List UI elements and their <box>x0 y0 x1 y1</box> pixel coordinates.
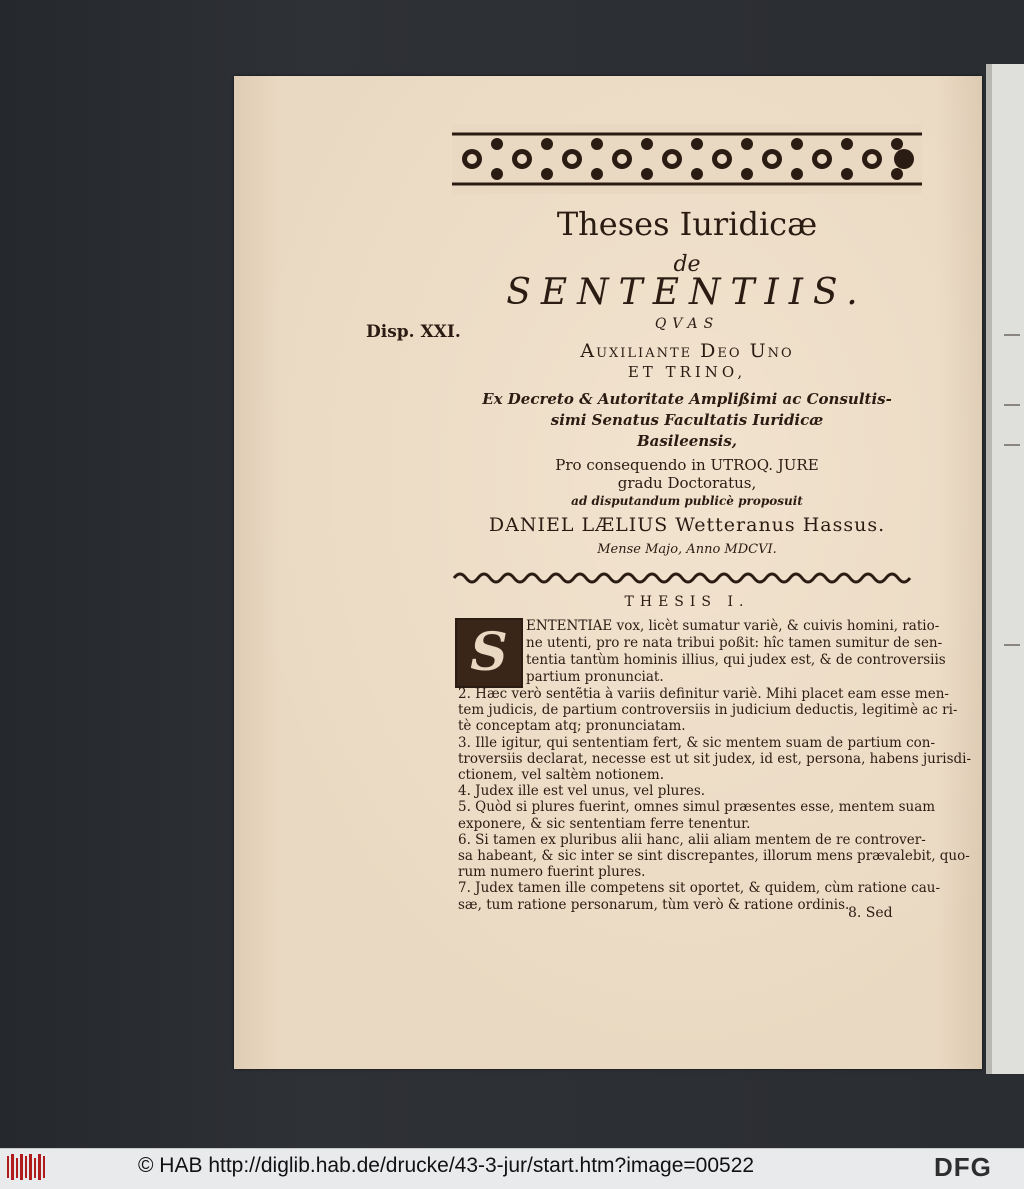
body-line: troversiis declarat, necesse est ut sit judex, id est, persona, habens jurisdi- <box>458 750 972 767</box>
catchword: 8. Sed <box>848 905 893 921</box>
body-line: tè conceptam atq; pronunciatam. <box>458 718 686 735</box>
printers-ornament-band <box>452 124 922 194</box>
marginal-note: Disp. XXI. <box>366 322 461 342</box>
paragraph-1-line: ENTENTIAE vox, licèt sumatur variè, & cuivis homini, ratio- <box>526 618 940 634</box>
body-line: 6. Si tamen ex pluribus alii hanc, alii aliam mentem de re controver- <box>458 831 926 848</box>
body-line: 2. Hæc verò sentẽtia à variis definitur variè. Mihi placet eam esse men- <box>458 686 949 702</box>
decreto-line-1: Ex Decreto & Autoritate Amplißimi ac Consultis- <box>482 390 892 408</box>
pro-line-1: Pro consequendo in UTROQ. JURE <box>555 456 819 474</box>
thesis-heading: THESIS I. <box>624 594 750 610</box>
title-line-2: de <box>673 252 701 277</box>
hab-logo-icon <box>6 1152 48 1182</box>
body-line: 5. Quòd si plures fuerint, omnes simul præsentes esse, mentem suam <box>458 799 936 816</box>
date-line: Mense Majo, Anno MDCVI. <box>597 542 777 557</box>
paragraph-1-line: ne utenti, pro re nata tribui poßit: hîc tamen sumitur de sen- <box>526 635 943 651</box>
decorated-initial <box>455 618 523 688</box>
body-line: exponere, & sic sententiam ferre tenentur. <box>458 815 751 832</box>
decreto-line-2: simi Senatus Facultatis Iuridicæ <box>550 411 824 429</box>
body-line: sæ, tum ratione personarum, tùm verò & ratione ordinis. <box>458 896 850 913</box>
author-line: DANIEL LÆLIUS Wetteranus Hassus. <box>488 514 886 536</box>
adjacent-page-mark <box>1004 444 1020 446</box>
ornamental-divider <box>452 570 922 586</box>
body-line: rum numero fuerint plures. <box>458 864 646 881</box>
body-line: 3. Ille igitur, qui sententiam fert, & sic mentem suam de partium con- <box>458 734 936 751</box>
pro-line-2: gradu Doctoratus, <box>617 474 757 492</box>
decreto-line-3: Basileensis, <box>636 432 738 450</box>
body-line: sa habeant, & sic inter se sint discrepantes, illorum mens prævalebit, quo- <box>458 848 970 864</box>
paragraph-1-line: tentia tantùm hominis illius, qui judex est, & de controversiis <box>526 652 946 668</box>
adjacent-page-mark <box>1004 334 1020 336</box>
title-line-1: Theses Iuridicæ <box>556 205 818 243</box>
paragraph-1-line: partium pronunciat. <box>526 669 664 685</box>
ad-disputandum-line: ad disputandum publicè proposuit <box>571 494 803 508</box>
initial-letter: S <box>470 622 508 683</box>
adjacent-page-mark <box>1004 404 1020 406</box>
body-line: ctionem, vel saltèm notionem. <box>458 767 664 783</box>
body-line: tem judicis, de partium controversiis in judicium deductis, legitimè ac ri- <box>458 702 958 719</box>
auxiliante-line-1: Auxiliante Deo Uno <box>580 340 794 362</box>
dfg-logo: DFG <box>934 1152 992 1182</box>
auxiliante-line-2: ET TRINO, <box>627 363 747 381</box>
title-line-3: SENTENTIIS. <box>506 272 868 313</box>
adjacent-page-shadow <box>986 64 992 1074</box>
quas-line: QVAS <box>654 316 720 332</box>
footer-copyright-url[interactable]: © HAB http://diglib.hab.de/drucke/43-3-jur/start.htm?image=00522 <box>138 1154 755 1177</box>
body-line: 7. Judex tamen ille competens sit oportet, & quidem, cùm ratione cau- <box>458 880 941 897</box>
adjacent-page-edge <box>986 64 1024 1074</box>
adjacent-page-mark <box>1004 644 1020 646</box>
body-line: 4. Judex ille est vel unus, vel plures. <box>458 783 706 800</box>
